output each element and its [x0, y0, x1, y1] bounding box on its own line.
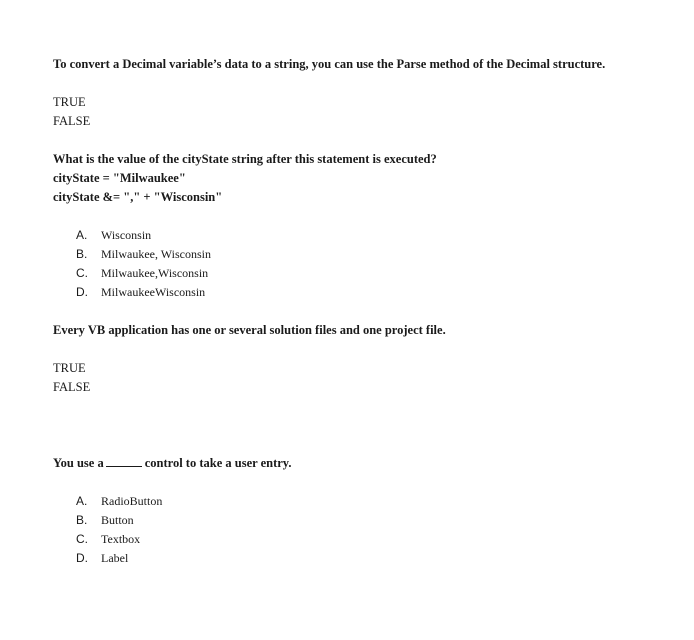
- choice-letter: B.: [76, 513, 88, 527]
- question-3: [53, 321, 674, 397]
- question-2-choice-b[interactable]: [76, 245, 674, 264]
- question-2-choices: [53, 226, 674, 302]
- question-2-choice-c[interactable]: [76, 264, 674, 283]
- question-4-choice-b[interactable]: [76, 511, 674, 530]
- question-4-choice-d[interactable]: [76, 549, 674, 568]
- question-4-choices: [53, 492, 674, 568]
- choice-text: Milwaukee, Wisconsin: [101, 247, 211, 261]
- question-3-option-false[interactable]: FALSE: [53, 380, 91, 394]
- question-4: [53, 454, 674, 568]
- question-2-choice-d[interactable]: [76, 283, 674, 302]
- choice-text: Milwaukee,Wisconsin: [101, 266, 209, 280]
- choice-letter: B.: [76, 247, 88, 261]
- question-1: [53, 55, 674, 131]
- question-4-choice-c[interactable]: [76, 530, 674, 549]
- question-4-stem-before: You use a: [53, 456, 104, 470]
- question-4-choice-a[interactable]: [76, 492, 674, 511]
- question-1-stem: To convert a Decimal variable’s data to a string, you can use the Parse method of the Decimal structure.: [53, 57, 606, 71]
- choice-letter: A.: [76, 494, 88, 508]
- question-2-stem: [53, 150, 674, 207]
- choice-letter: A.: [76, 228, 88, 242]
- choice-text: MilwaukeeWisconsin: [101, 285, 206, 299]
- choice-letter: C.: [76, 532, 88, 546]
- choice-text: Label: [101, 551, 129, 565]
- question-2-stem-line-1: What is the value of the cityState string after this statement is executed?: [53, 152, 437, 166]
- choice-text: Button: [101, 513, 134, 527]
- question-3-stem: Every VB application has one or several solution files and one project file.: [53, 323, 446, 337]
- question-2-stem-line-3: cityState &= "," + "Wisconsin": [53, 190, 223, 204]
- choice-text: Textbox: [101, 532, 141, 546]
- choice-letter: D.: [76, 285, 88, 299]
- question-3-option-true[interactable]: TRUE: [53, 361, 86, 375]
- fill-in-blank: [106, 455, 142, 467]
- choice-letter: C.: [76, 266, 88, 280]
- choice-text: RadioButton: [101, 494, 163, 508]
- question-1-option-true[interactable]: TRUE: [53, 95, 86, 109]
- question-2-stem-line-2: cityState = "Milwaukee": [53, 171, 186, 185]
- choice-text: Wisconsin: [101, 228, 152, 242]
- question-4-stem-after: control to take a user entry.: [144, 456, 292, 470]
- question-1-option-false[interactable]: FALSE: [53, 114, 91, 128]
- choice-letter: D.: [76, 551, 88, 565]
- question-2-choice-a[interactable]: [76, 226, 674, 245]
- question-2: [53, 150, 674, 302]
- question-4-stem: [53, 454, 674, 473]
